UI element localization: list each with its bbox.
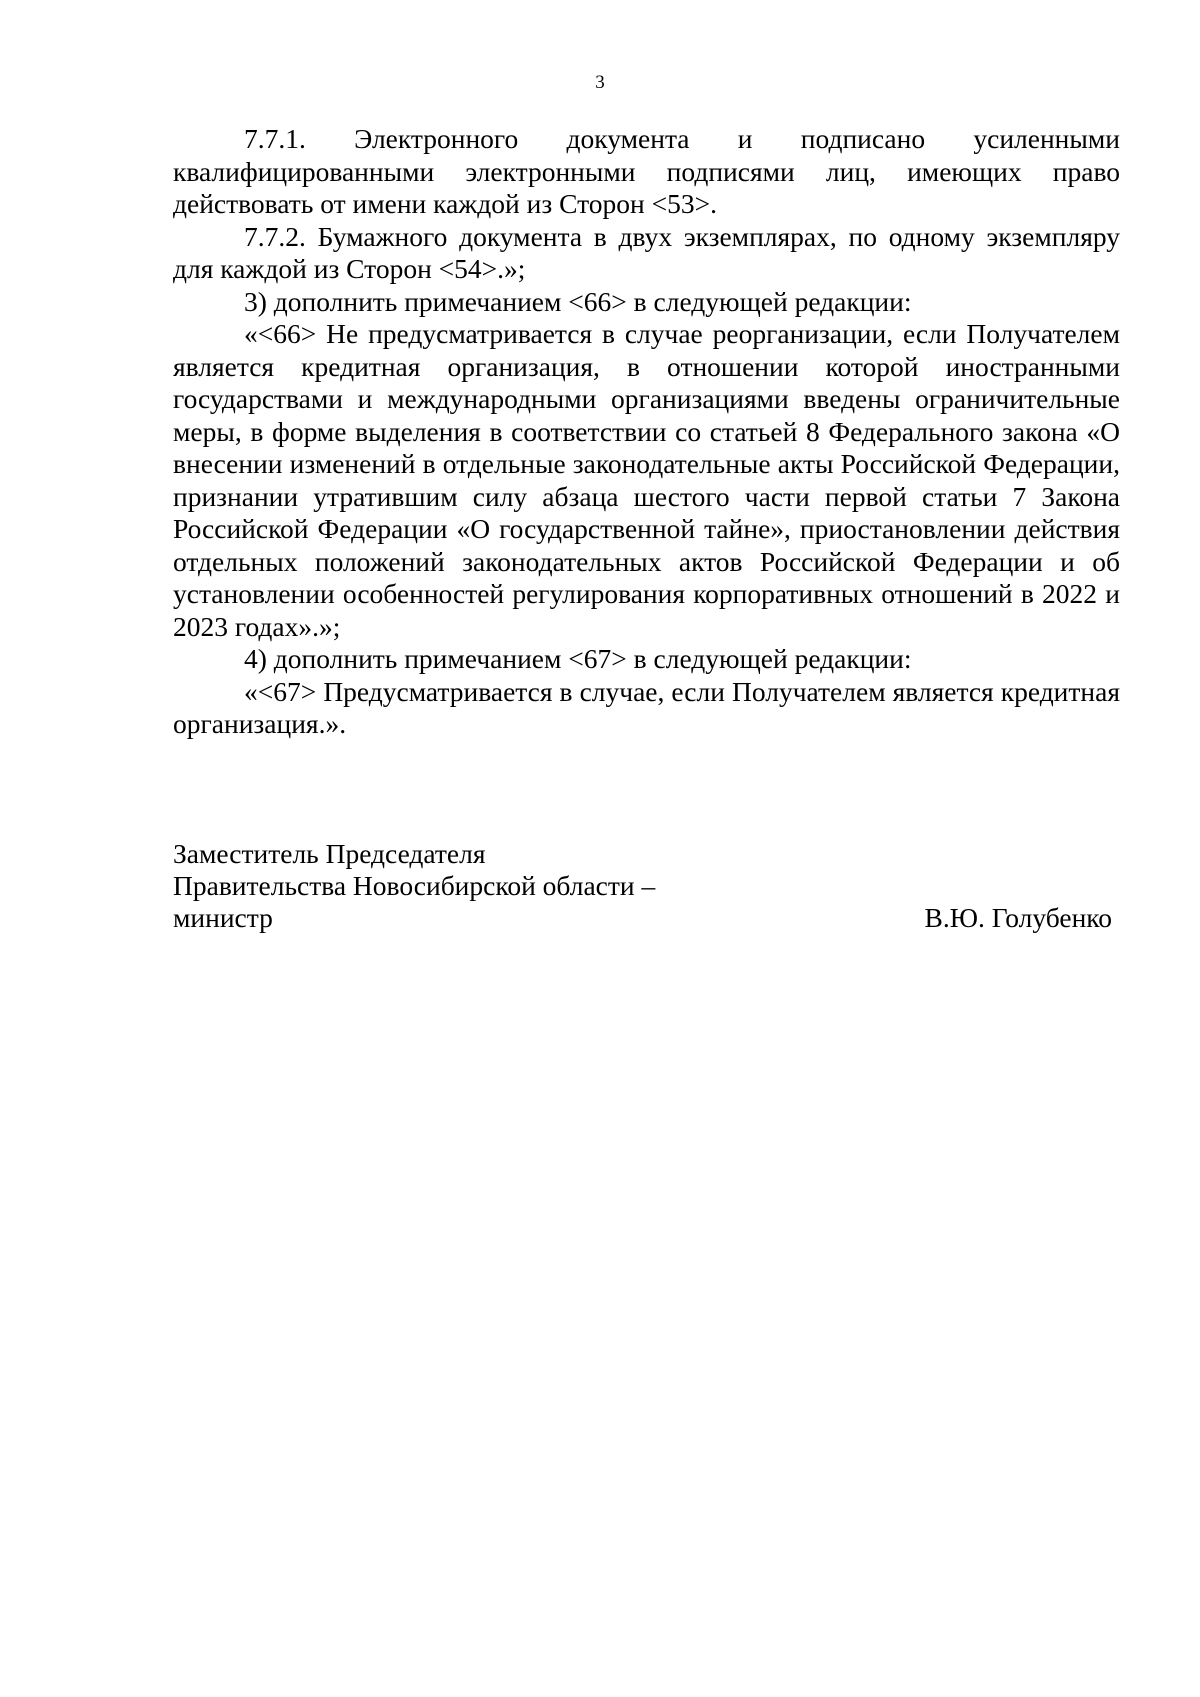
paragraph-7-7-2: 7.7.2. Бумажного документа в двух экземплярах, по одному экземпляру для каждой из Сторон <54>.»; (173, 220, 1120, 284)
signatory-position-line-3: министр (173, 902, 273, 933)
page-number: 3 (595, 72, 605, 93)
paragraph-note-67: «<67> Предусматривается в случае, если Получателем является кредитная организация.». (173, 675, 1120, 739)
signatory-position-line-1: Заместитель Председателя (173, 838, 486, 869)
paragraph-note-66: «<66> Не предусматривается в случае реорганизации, если Получателем является кредитная организация, в отношении которой иностранными государствами и международными организациями введены ограничительные меры, в форме выделения в соответствии со статьей 8 Федерального закона «О внесении изменений в отдельные законодательные акты Российской Федерации, признании утратившим силу абзаца шестого части первой статьи 7 Закона Российской Федерации «О государственной тайне», приостановлении действия отдельных положений законодательных актов Российской Федерации и об установлении особенностей регулирования корпоративных отношений в 2022 и 2023 годах».»; (173, 318, 1120, 642)
signature-block (173, 838, 1120, 934)
paragraph-item-4: 4) дополнить примечанием <67> в следующей редакции: (244, 643, 912, 674)
signatory-position-line-2: Правительства Новосибирской области – (173, 870, 656, 901)
document-body (173, 123, 1120, 741)
signatory-name: В.Ю. Голубенко (924, 902, 1112, 933)
paragraph-7-7-1: 7.7.1. Электронного документа и подписано усиленными квалифицированными электронными подписями лиц, имеющих право действовать от имени каждой из Сторон <53>. (173, 123, 1120, 219)
paragraph-item-3: 3) дополнить примечанием <66> в следующей редакции: (244, 285, 912, 317)
